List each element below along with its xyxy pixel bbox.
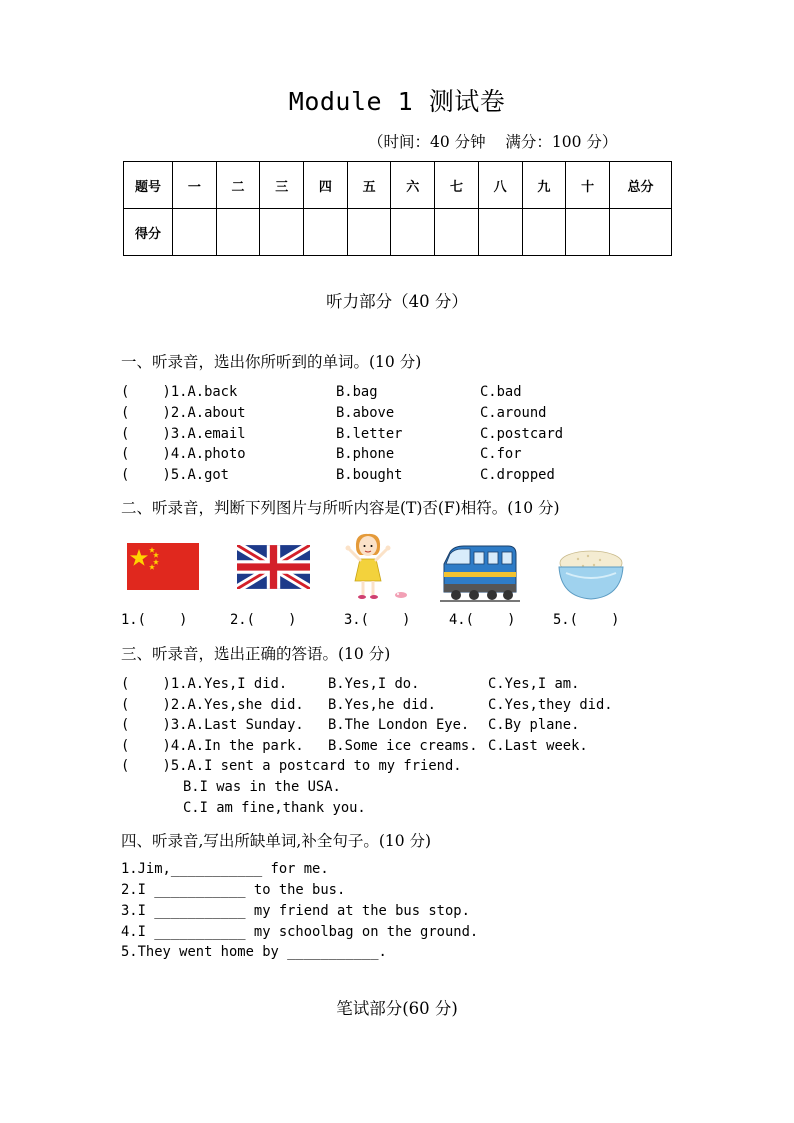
question-3-title: 三、听录音，选出正确的答语。(10 分) <box>121 645 391 663</box>
score-input-cell[interactable] <box>304 209 348 256</box>
score-input-cell[interactable] <box>260 209 304 256</box>
score-table <box>123 161 672 256</box>
option-a: ( )2.A.about <box>121 405 246 421</box>
score-table-cell: 六 <box>391 162 435 209</box>
score-table-score-row <box>124 209 672 256</box>
fill-blank-sentence[interactable]: 2.I ___________ to the bus. <box>121 882 346 898</box>
question-3-item-5-b <box>121 777 341 798</box>
fill-blank-sentence[interactable]: 3.I ___________ my friend at the bus stop. <box>121 903 470 919</box>
uk-flag-icon <box>237 545 310 589</box>
option-b: B.above <box>336 405 395 421</box>
score-input-cell[interactable] <box>347 209 391 256</box>
option-a: ( )5.A.I sent a postcard to my friend. <box>121 758 462 774</box>
girl-icon <box>343 531 413 603</box>
score-table-cell: 题号 <box>124 162 173 209</box>
question-1-title: 一、听录音，选出你所听到的单词。(10 分) <box>121 353 422 371</box>
question-3-item-5-a <box>121 756 462 777</box>
question-1-item <box>121 382 522 403</box>
question-3-item <box>121 674 580 695</box>
score-table-cell: 八 <box>478 162 522 209</box>
picture-4-answer[interactable]: 4.( ) <box>449 612 516 628</box>
option-c: C.around <box>480 405 547 421</box>
train-icon <box>440 540 520 604</box>
option-c: C.bad <box>480 384 522 400</box>
picture-1-answer[interactable]: 1.( ) <box>121 612 188 628</box>
option-c: C.Yes,they did. <box>488 696 613 713</box>
score-table-cell: 三 <box>260 162 304 209</box>
option-a: ( )1.A.back <box>121 384 238 400</box>
fill-blank-sentence[interactable]: 5.They went home by ___________. <box>121 944 387 960</box>
score-table-cell: 一 <box>173 162 217 209</box>
option-c: C.By plane. <box>488 717 580 733</box>
question-3-item <box>121 695 613 716</box>
option-c: C.dropped <box>480 467 555 483</box>
option-b: B.bought <box>336 467 403 483</box>
option-a: ( )3.A.Last Sunday. <box>121 717 304 733</box>
score-input-cell[interactable] <box>391 209 435 256</box>
option-b: B.I was in the USA. <box>183 779 341 795</box>
option-b: B.Yes,he did. <box>328 696 436 713</box>
score-table-cell: 七 <box>435 162 479 209</box>
score-input-cell[interactable] <box>435 209 479 256</box>
score-table-cell: 总分 <box>610 162 672 209</box>
score-input-cell[interactable] <box>522 209 566 256</box>
option-a: ( )4.A.In the park. <box>121 737 304 754</box>
writing-section-heading: 笔试部分(60 分) <box>336 999 458 1018</box>
score-table-cell: 五 <box>347 162 391 209</box>
rice-bowl-icon <box>556 543 626 603</box>
option-c: C.Last week. <box>488 737 588 754</box>
question-1-item <box>121 444 522 465</box>
question-1-item <box>121 403 547 424</box>
option-b: B.bag <box>336 384 378 400</box>
score-table-cell: 四 <box>304 162 348 209</box>
option-c: C.for <box>480 446 522 462</box>
option-b: B.letter <box>336 425 403 442</box>
china-flag-icon <box>127 543 199 590</box>
page-title: Module 1 测试卷 <box>288 87 506 116</box>
score-table-cell: 十 <box>566 162 610 209</box>
score-table-header-row <box>124 162 672 209</box>
option-b: B.phone <box>336 446 395 462</box>
question-3-item <box>121 715 580 736</box>
picture-3-answer[interactable]: 3.( ) <box>344 612 411 628</box>
question-1-item <box>121 424 564 445</box>
option-a: ( )4.A.photo <box>121 446 246 462</box>
fill-blank-sentence[interactable]: 1.Jim,___________ for me. <box>121 861 329 877</box>
question-3-item-5-c <box>121 798 366 819</box>
option-a: ( )5.A.got <box>121 467 229 483</box>
score-input-cell[interactable] <box>216 209 260 256</box>
option-b: B.Yes,I do. <box>328 676 420 692</box>
exam-info: （时间：40 分钟 满分：100 分） <box>368 133 618 151</box>
question-2-title: 二、听录音，判断下列图片与所听内容是(T)否(F)相符。(10 分) <box>121 499 560 517</box>
score-input-cell[interactable] <box>478 209 522 256</box>
score-table-cell: 九 <box>522 162 566 209</box>
score-input-cell[interactable] <box>566 209 610 256</box>
picture-5-answer[interactable]: 5.( ) <box>553 612 620 628</box>
option-a: ( )1.A.Yes,I did. <box>121 676 288 692</box>
option-a: ( )2.A.Yes,she did. <box>121 696 304 713</box>
score-input-cell[interactable] <box>173 209 217 256</box>
score-table-cell: 二 <box>216 162 260 209</box>
score-input-cell[interactable] <box>610 209 672 256</box>
listening-section-heading: 听力部分（40 分） <box>326 292 468 311</box>
option-c: C.I am fine,thank you. <box>183 800 366 816</box>
question-4-title: 四、听录音,写出所缺单词,补全句子。(10 分) <box>121 832 432 850</box>
fill-blank-sentence[interactable]: 4.I ___________ my schoolbag on the ground. <box>121 924 479 940</box>
score-table-cell: 得分 <box>124 209 173 256</box>
question-3-item <box>121 736 588 757</box>
option-b: B.The London Eye. <box>328 717 470 733</box>
option-c: C.Yes,I am. <box>488 676 580 692</box>
option-b: B.Some ice creams. <box>328 737 478 754</box>
option-c: C.postcard <box>480 425 564 442</box>
question-1-item <box>121 465 555 486</box>
option-a: ( )3.A.email <box>121 425 246 442</box>
picture-2-answer[interactable]: 2.( ) <box>230 612 297 628</box>
